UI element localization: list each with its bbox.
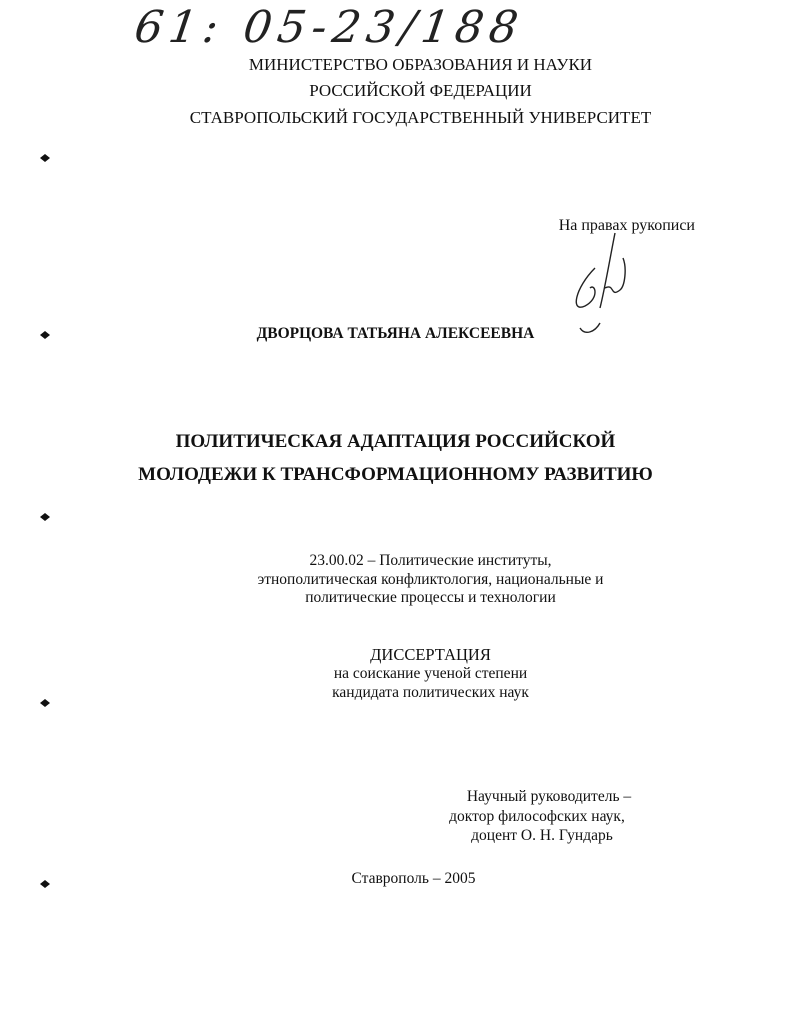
supervisor-line-2: доктор философских наук, bbox=[449, 807, 625, 825]
punch-mark bbox=[38, 330, 52, 340]
university-line: СТАВРОПОЛЬСКИЙ ГОСУДАРСТВЕННЫЙ УНИВЕРСИТЕТ bbox=[189, 108, 652, 127]
work-type-line-2: кандидата политических наук bbox=[332, 684, 529, 701]
punch-mark bbox=[38, 879, 52, 889]
title-line-2: МОЛОДЕЖИ К ТРАНСФОРМАЦИОННОМУ РАЗВИТИЮ bbox=[138, 464, 653, 485]
handwritten-archive-number: 61: 05-23/188 bbox=[131, 2, 528, 53]
title-line-1: ПОЛИТИЧЕСКАЯ АДАПТАЦИЯ РОССИЙСКОЙ bbox=[175, 431, 616, 452]
supervisor-line-3: доцент О. Н. Гундарь bbox=[471, 827, 613, 844]
federation-line: РОССИЙСКОЙ ФЕДЕРАЦИИ bbox=[309, 81, 532, 100]
punch-mark bbox=[38, 153, 52, 163]
author-name: ДВОРЦОВА ТАТЬЯНА АЛЕКСЕЕВНА bbox=[256, 325, 535, 342]
supervisor-line-1: Научный руководитель – bbox=[466, 788, 632, 805]
punch-mark bbox=[38, 698, 52, 708]
place-year: Ставрополь – 2005 bbox=[351, 870, 476, 887]
specialty-line-3: политические процессы и технологии bbox=[305, 589, 556, 606]
ministry-line: МИНИСТЕРСТВО ОБРАЗОВАНИЯ И НАУКИ bbox=[248, 55, 593, 74]
supervisor-block bbox=[437, 787, 647, 846]
work-type-label: ДИССЕРТАЦИЯ bbox=[370, 645, 491, 664]
work-type-line-1: на соискание ученой степени bbox=[333, 665, 528, 682]
punch-mark bbox=[38, 512, 52, 522]
rights-note: На правах рукописи bbox=[558, 217, 695, 234]
specialty-line-1: 23.00.02 – Политические институты, bbox=[309, 552, 552, 569]
specialty-line-2: этнополитическая конфликтология, национальные и bbox=[257, 571, 604, 588]
